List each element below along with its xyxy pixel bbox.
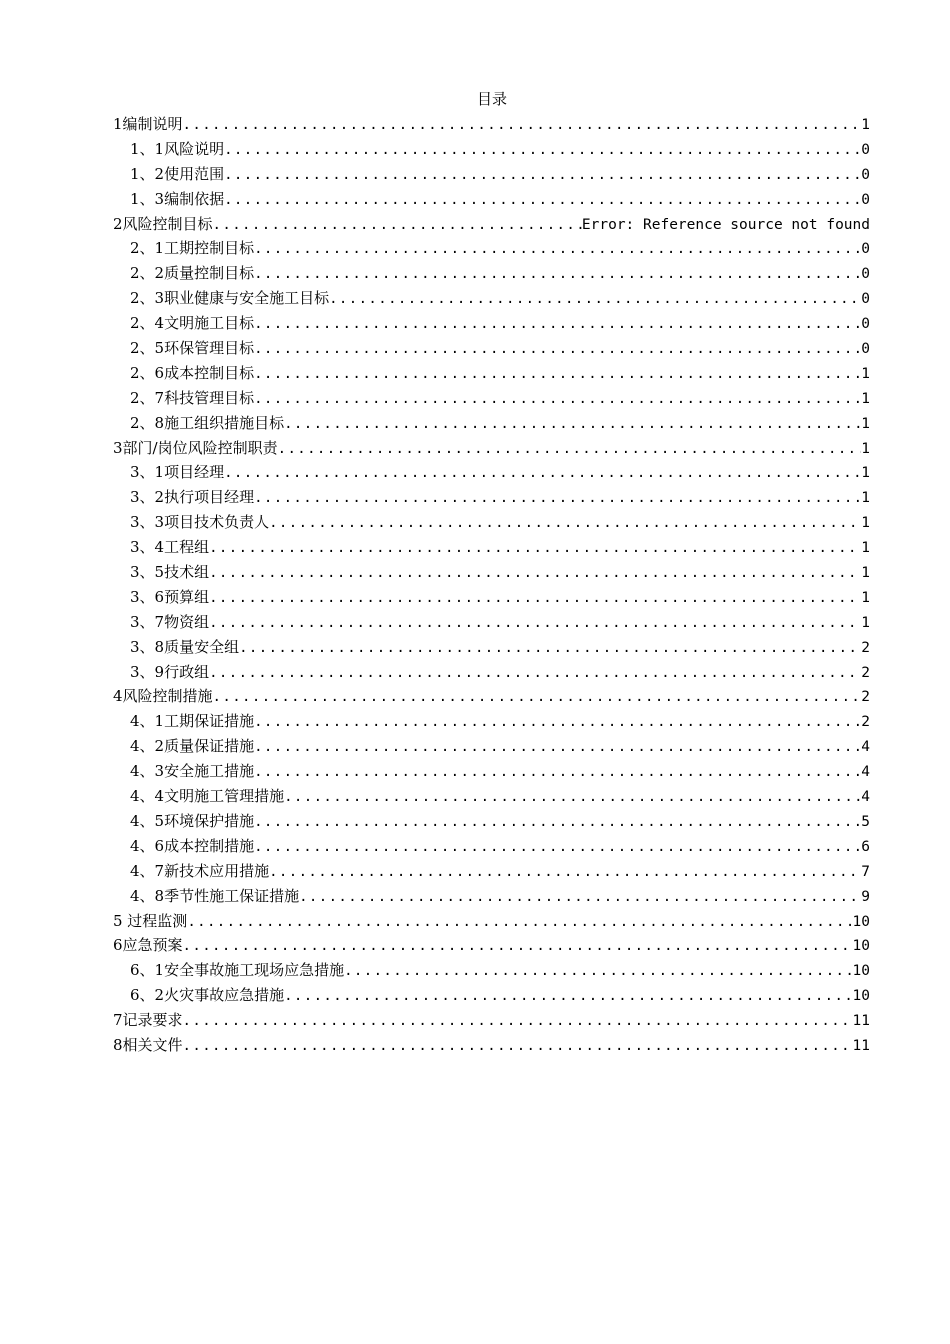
toc-entry[interactable] [113,336,870,361]
toc-entry-page: 1 [861,465,870,482]
toc-dot-leader [209,611,861,635]
toc-entry-page: 1 [861,117,870,133]
toc-entry-page: 0 [861,266,870,283]
toc-entry-page: 10 [852,988,870,1005]
toc-dot-leader [209,536,861,560]
toc-dot-leader [284,785,861,809]
toc-entry-label: 4、3安全施工措施 [130,762,255,781]
toc-entry-page: 2 [861,639,870,656]
toc-dot-leader [209,586,861,610]
toc-dot-leader [344,959,852,983]
toc-entry-page: 4 [861,739,870,756]
toc-entry-page: 10 [852,938,870,955]
toc-dot-leader [278,437,862,461]
toc-entry-page: 11 [852,1037,870,1054]
toc-entry[interactable] [113,162,870,187]
toc-entry[interactable] [113,261,870,286]
toc-entry-label: 2、8施工组织措施目标 [130,413,285,432]
toc-entry-page: 2 [861,714,870,731]
toc-entry-page: 0 [861,316,870,333]
toc-entry[interactable] [113,884,870,909]
toc-entry-label: 4、2质量保证措施 [130,737,255,756]
toc-entry[interactable] [113,635,870,660]
toc-dot-leader [254,362,861,386]
toc-dot-leader [254,760,861,784]
toc-dot-leader [224,138,861,162]
toc-dot-leader [213,213,582,237]
toc-entry-label: 1、1风险说明 [130,139,225,158]
toc-entry-label: 4、8季节性施工保证措施 [130,886,300,905]
toc-entry[interactable] [113,958,870,983]
toc-entry[interactable] [113,460,870,485]
toc-entry-page: 1 [861,565,870,582]
toc-dot-leader [183,113,862,137]
toc-entry-page: Error: Reference source not found [581,216,870,233]
toc-entry-page: 7 [861,863,870,880]
toc-entry-page: 1 [861,515,870,532]
toc-entry-label: 3、5技术组 [130,563,210,582]
toc-entry-page: 2 [861,664,870,681]
toc-dot-leader [254,810,861,834]
toc-entry-label: 2、4文明施工目标 [130,314,255,333]
toc-dot-leader [284,984,852,1008]
toc-dot-leader [299,885,861,909]
toc-entry-page: 11 [852,1013,870,1030]
toc-dot-leader [254,262,861,286]
toc-dot-leader [284,412,861,436]
toc-dot-leader [254,237,861,261]
toc-entry-label: 3、2执行项目经理 [130,488,255,507]
toc-dot-leader [183,1034,853,1058]
toc-entry-page: 2 [861,689,870,706]
toc-dot-leader [254,735,861,759]
toc-entry-label: 7记录要求 [113,1011,183,1030]
toc-entry-label: 8相关文件 [113,1035,183,1054]
toc-entry[interactable] [113,859,870,884]
toc-dot-leader [183,1009,853,1033]
toc-entry-page: 5 [861,813,870,830]
toc-entry-label: 3、6预算组 [130,587,210,606]
toc-entry-label: 4、7新技术应用措施 [130,861,270,880]
toc-entry-page: 1 [861,540,870,557]
toc-dot-leader [269,511,861,535]
toc-entry-label: 2、5环保管理目标 [130,339,255,358]
toc-entry-label: 2、3职业健康与安全施工目标 [130,289,330,308]
toc-dot-leader [254,312,861,336]
toc-dot-leader [254,486,861,510]
toc-entry[interactable] [113,933,870,958]
toc-entry-label: 1、2使用范围 [130,164,225,183]
toc-entry[interactable] [113,212,870,237]
toc-dot-leader [254,387,861,411]
toc-entry-page: 0 [861,166,870,183]
toc-entry-page: 0 [861,241,870,258]
toc-entry-page: 10 [852,963,870,980]
toc-entry[interactable] [113,684,870,709]
toc-entry-label: 1、3编制依据 [130,189,225,208]
toc-entry-page: 1 [861,440,870,457]
toc-entry[interactable] [113,436,870,461]
toc-entry-label: 3、3项目技术负责人 [130,513,270,532]
toc-entry-page: 10 [852,913,870,930]
toc-entry[interactable] [113,784,870,809]
toc-entry-label: 2、6成本控制目标 [130,363,255,382]
toc-entry[interactable] [113,236,870,261]
toc-dot-leader [254,337,861,361]
toc-entry-page: 6 [861,838,870,855]
toc-title: 目录 [476,90,507,108]
toc-entry[interactable] [113,386,870,411]
toc-entry-label: 3、4工程组 [130,538,210,557]
toc-dot-leader [209,561,861,585]
toc-list [113,112,870,1058]
toc-entry-page: 1 [861,614,870,631]
toc-entry-page: 1 [861,490,870,507]
toc-entry-label: 3、8质量安全组 [130,637,240,656]
toc-entry[interactable] [113,137,870,162]
toc-entry-label: 2、7科技管理目标 [130,388,255,407]
toc-entry[interactable] [113,610,870,635]
toc-entry[interactable] [113,187,870,212]
toc-entry-page: 1 [861,365,870,382]
toc-entry-label: 3、9行政组 [130,662,210,681]
toc-entry-page: 0 [861,191,870,208]
toc-entry-page: 1 [861,415,870,432]
toc-entry-label: 6、2火灾事故应急措施 [130,986,285,1005]
toc-entry-page: 0 [861,341,870,358]
toc-entry-page: 9 [861,888,870,905]
toc-dot-leader [213,685,862,709]
toc-entry-label: 3部门/岗位风险控制职责 [113,438,278,457]
toc-entry[interactable] [113,560,870,585]
toc-entry[interactable] [113,660,870,685]
toc-entry[interactable] [113,909,870,934]
toc-entry[interactable] [113,311,870,336]
toc-entry-page: 0 [861,141,870,158]
toc-entry[interactable] [113,1033,870,1058]
toc-entry[interactable] [113,485,870,510]
toc-entry-label: 4、1工期保证措施 [130,712,255,731]
toc-entry-label: 2风险控制目标 [113,214,213,233]
toc-entry-label: 5 过程监测 [113,911,188,930]
toc-entry[interactable] [113,1008,870,1033]
toc-entry-label: 4风险控制措施 [113,687,213,706]
toc-entry[interactable] [113,983,870,1008]
toc-dot-leader [254,835,861,859]
toc-entry-label: 6、1安全事故施工现场应急措施 [130,961,345,980]
toc-dot-leader [329,287,861,311]
toc-dot-leader [239,636,861,660]
toc-entry[interactable] [113,361,870,386]
toc-entry-label: 4、6成本控制措施 [130,836,255,855]
toc-entry[interactable] [113,759,870,784]
toc-entry[interactable] [113,510,870,535]
toc-entry-page: 4 [861,764,870,781]
toc-dot-leader [183,934,853,958]
toc-dot-leader [224,461,861,485]
toc-entry[interactable] [113,286,870,311]
toc-dot-leader [269,860,861,884]
toc-entry-label: 3、7物资组 [130,612,210,631]
toc-entry-label: 3、1项目经理 [130,463,225,482]
toc-entry-label: 2、2质量控制目标 [130,264,255,283]
toc-dot-leader [209,661,861,685]
toc-entry-page: 1 [861,589,870,606]
toc-dot-leader [224,163,861,187]
toc-entry-page: 0 [861,291,870,308]
toc-entry-label: 1编制说明 [113,115,183,133]
toc-entry-label: 6应急预案 [113,936,183,955]
toc-entry[interactable] [113,585,870,610]
toc-dot-leader [187,910,852,934]
toc-entry[interactable] [113,709,870,734]
toc-entry-label: 4、4文明施工管理措施 [130,787,285,806]
toc-entry-label: 4、5环境保护措施 [130,811,255,830]
toc-dot-leader [254,710,861,734]
toc-entry[interactable] [113,535,870,560]
toc-entry[interactable] [113,411,870,436]
toc-entry[interactable] [113,809,870,834]
toc-entry[interactable] [113,112,870,137]
toc-entry[interactable] [113,834,870,859]
toc-entry-page: 1 [861,390,870,407]
toc-entry[interactable] [113,734,870,759]
toc-entry-page: 4 [861,789,870,806]
toc-entry-label: 2、1工期控制目标 [130,239,255,258]
toc-dot-leader [224,188,861,212]
